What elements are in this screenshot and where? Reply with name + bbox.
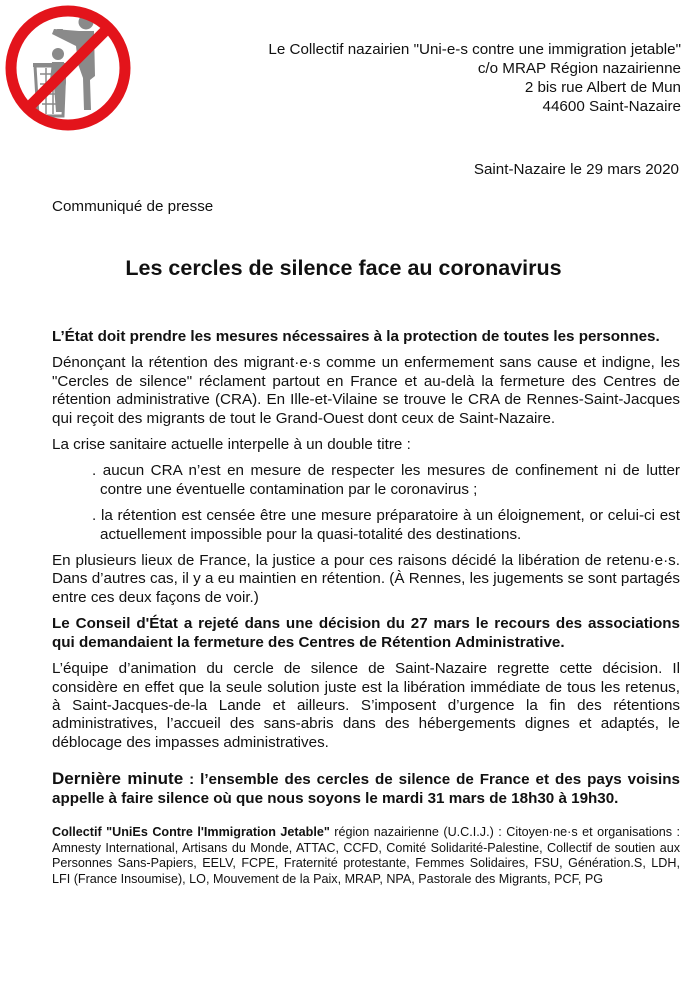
address-line: 2 bis rue Albert de Mun bbox=[524, 79, 681, 96]
page-title: Les cercles de silence face au coronavirus bbox=[125, 256, 562, 280]
footer-text: région nazairienne (U.C.I.J.) : Citoyen·ne·s et organisations : Amnesty International, Artisans du Monde, ATTAC, CCFD, Comité Solidarité-Palestine, Collectif de soutien aux Personnes Sans-Papiers, EELV, FCPE, Fraternité protestante, Femmes Solidaires, FSU, Génération.S, LDH, LFI (France Insoumise), LO, Mouvement de la Paix, MRAP, NPA, Pastorale des Migrants, PCF, PG bbox=[52, 824, 680, 886]
last-minute-text: : l’ensemble des cercles de silence de France et des pays voisins appelle à faire silence où que nous soyons le mardi 31 mars de 18h30 à 19h30. bbox=[52, 771, 680, 807]
footer-collective-name: Collectif "UniEs Contre l'Immigration Jetable" bbox=[52, 824, 330, 839]
section-heading: L’État doit prendre les mesures nécessaires à la protection de toutes les personnes. bbox=[52, 328, 660, 345]
address-line: c/o MRAP Région nazairienne bbox=[477, 60, 681, 77]
document-body bbox=[52, 328, 680, 895]
last-minute-notice bbox=[52, 770, 680, 808]
sender-address bbox=[268, 40, 681, 116]
paragraph: En plusieurs lieux de France, la justice a pour ces raisons décidé la libération de retenu·e·s. Dans d’autres cas, il y a eu maintien en rétention. (À Rennes, les jugements se sont partagés entre ces deux façons de voir.) bbox=[52, 552, 680, 606]
no-littering-logo-icon bbox=[2, 2, 134, 134]
paragraph: L’équipe d’animation du cercle de silence de Saint-Nazaire regrette cette décision. Il considère en effet que la seule solution juste est la libération immédiate de tous les retenus, à Saint-Jacques-de-la Lande et ailleurs. S’imposent d’urgence la fin des rétentions administratives, l’accueil des sans-abris dans des hébergements dignes et adaptés, le déblocage des impasses administratives. bbox=[52, 660, 680, 751]
date-line: Saint-Nazaire le 29 mars 2020 bbox=[473, 161, 679, 178]
address-line: 44600 Saint-Nazaire bbox=[542, 98, 681, 115]
section-heading: Le Conseil d'État a rejeté dans une décision du 27 mars le recours des associations qui demandaient la fermeture des Centres de Rétention Administrative. bbox=[52, 615, 680, 651]
bullet-item: . aucun CRA n’est en mesure de respecter les mesures de confinement ni de lutter contre une éventuelle contamination par le coronavirus ; bbox=[92, 462, 680, 498]
paragraph: Dénonçant la rétention des migrant·e·s comme un enfermement sans cause et indigne, les "Cercles de silence" réclament partout en France et au-delà la fermeture des Centres de rétention administrative (CRA). En Ille-et-Vilaine se trouve le CRA de Rennes-Saint-Jacques qui reçoit des migrants de tout le Grand-Ouest dont ceux de Saint-Nazaire. bbox=[52, 354, 680, 427]
address-line: Le Collectif nazairien "Uni-e-s contre une immigration jetable" bbox=[268, 41, 681, 58]
bullet-item: . la rétention est censée être une mesure préparatoire à un éloignement, or celui-ci est actuellement impossible pour la quasi-totalité des destinations. bbox=[92, 507, 680, 543]
press-release-label: Communiqué de presse bbox=[52, 198, 214, 215]
footer-signatories bbox=[52, 825, 680, 887]
last-minute-label: Dernière minute bbox=[52, 769, 184, 789]
paragraph: La crise sanitaire actuelle interpelle à un double titre : bbox=[52, 436, 411, 454]
